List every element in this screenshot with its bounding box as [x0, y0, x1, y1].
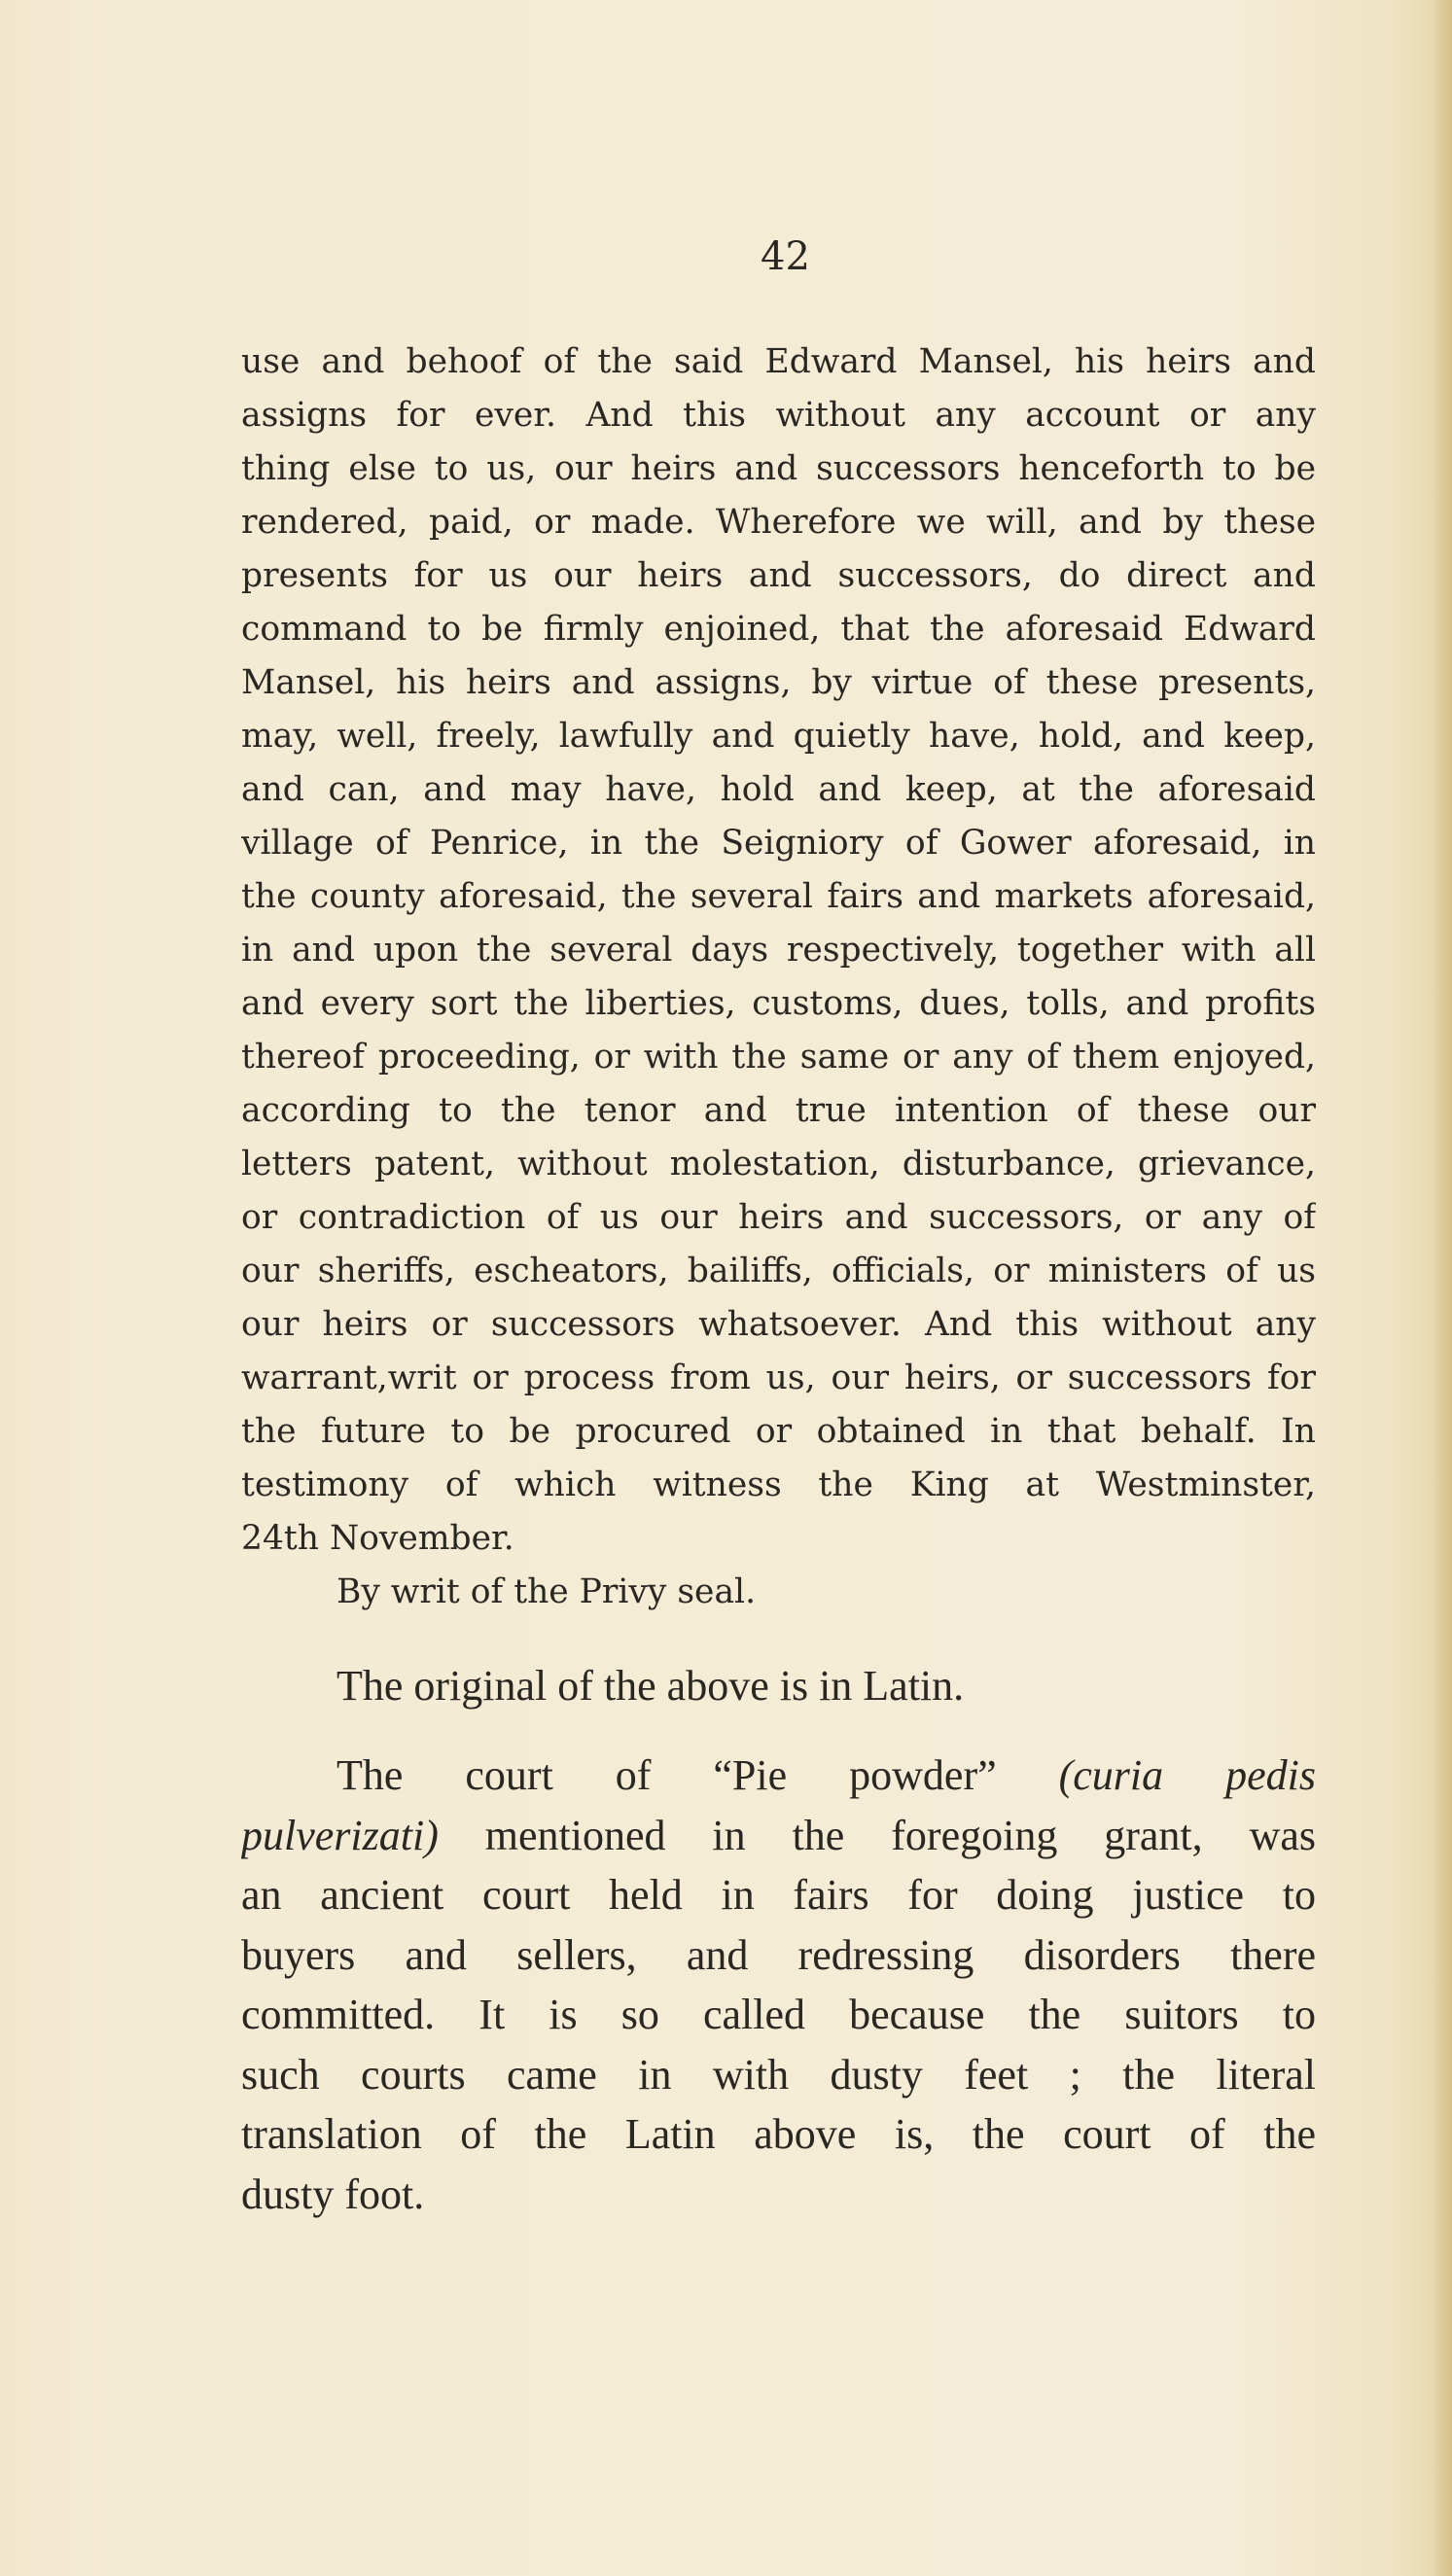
note-original-latin: The original of the above is in Latin. — [336, 1662, 965, 1710]
latin-phrase: (curia pedis — [1058, 1751, 1316, 1799]
text-line: dusty foot. — [241, 2170, 425, 2218]
text-line: village of Penrice, in the Seigniory of Gower aforesaid, in — [241, 824, 1316, 863]
text-line: an ancient court held in fairs for doing justice to — [241, 1871, 1316, 1919]
text-line: the future to be procured or obtained in that behalf. In — [241, 1412, 1316, 1451]
text-line: presents for us our heirs and successors, do direct and — [241, 556, 1316, 595]
text-line: thing else to us, our heirs and successors henceforth to be — [241, 449, 1316, 488]
text-line: thereof proceeding, or with the same or any of them enjoyed, — [241, 1038, 1316, 1076]
text-line: command to be firmly enjoined, that the aforesaid Edward — [241, 610, 1316, 649]
text-line — [241, 1806, 1316, 1866]
text-line: such courts came in with dusty feet ; the literal — [241, 2050, 1316, 2099]
text-line: may, well, freely, lawfully and quietly have, hold, and keep, — [241, 717, 1316, 756]
note-pie-powder-court — [241, 1746, 1316, 2224]
text-line: testimony of which witness the King at Westminster, — [241, 1465, 1316, 1504]
text-line: our sheriffs, escheators, bailiffs, officials, or ministers of us — [241, 1252, 1316, 1290]
page-number: 42 — [761, 234, 810, 279]
note-text: The court of “Pie powder” — [336, 1751, 997, 1799]
text-line: and can, and may have, hold and keep, at the aforesaid — [241, 770, 1316, 809]
text-line: the county aforesaid, the several fairs and markets aforesaid, — [241, 877, 1316, 916]
text-line: 24th November. — [241, 1519, 514, 1558]
text-line: translation of the Latin above is, the court of the — [241, 2110, 1316, 2158]
text-line: letters patent, without molestation, disturbance, grievance, — [241, 1145, 1316, 1183]
text-line: assigns for ever. And this without any account or any — [241, 396, 1316, 435]
latin-phrase: pulverizati) — [241, 1811, 439, 1859]
text-line: and every sort the liberties, customs, dues, tolls, and profits — [241, 984, 1316, 1023]
text-line: use and behoof of the said Edward Mansel, his heirs and — [241, 342, 1316, 381]
grant-text — [241, 335, 1316, 1619]
text-line: Mansel, his heirs and assigns, by virtue of these presents, — [241, 663, 1316, 702]
text-line: according to the tenor and true intention of these our — [241, 1091, 1316, 1130]
text-line — [241, 1746, 1316, 1806]
text-line: warrant,writ or process from us, our heirs, or successors for — [241, 1359, 1316, 1397]
text-line: committed. It is so called because the suitors to — [241, 1991, 1316, 2038]
text-line: rendered, paid, or made. Wherefore we will, and by these — [241, 503, 1316, 542]
text-line: or contradiction of us our heirs and successors, or any of — [241, 1198, 1316, 1237]
page-edge-shadow — [1431, 0, 1452, 2576]
text-line: in and upon the several days respectively, together with all — [241, 931, 1316, 970]
note-text: mentioned in the foregoing grant, was — [438, 1811, 1316, 1859]
text-line: buyers and sellers, and redressing disorders there — [241, 1930, 1316, 1979]
text-line: our heirs or successors whatsoever. And this without any — [241, 1305, 1316, 1344]
signature-line: By writ of the Privy seal. — [336, 1572, 757, 1611]
